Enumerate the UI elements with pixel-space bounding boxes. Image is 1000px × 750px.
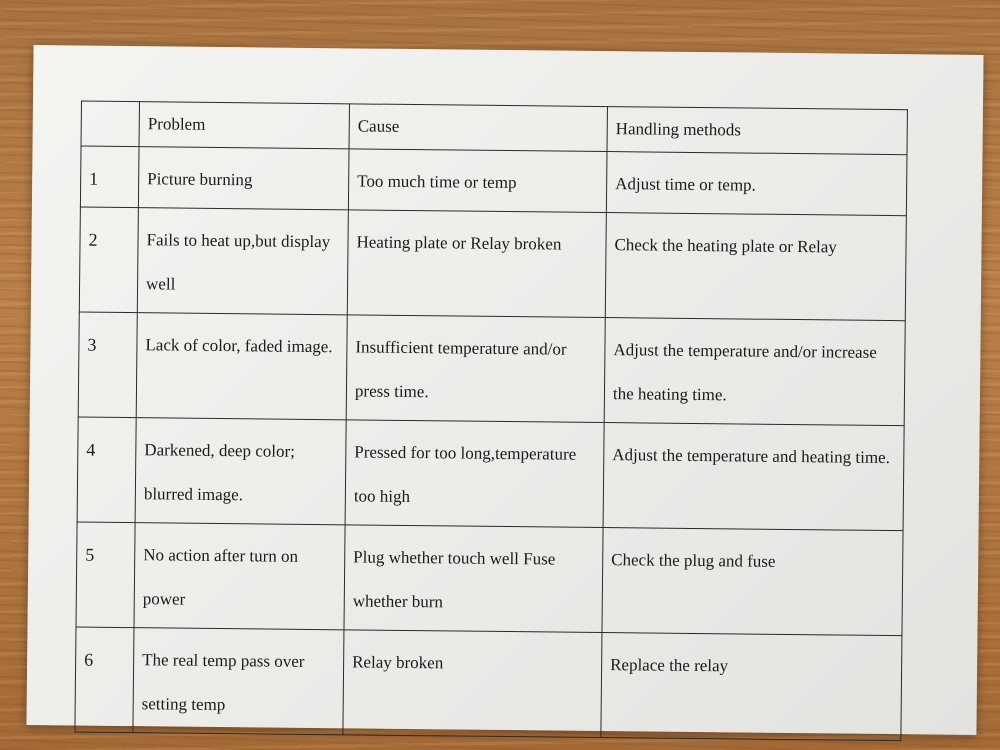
problem-cell: Picture burning [138, 147, 349, 210]
handling-cell: Adjust the temperature and heating time. [603, 423, 904, 531]
header-number [81, 101, 139, 147]
handling-cell: Check the heating plate or Relay [605, 213, 906, 321]
paper-sheet [26, 45, 983, 735]
handling-cell: Check the plug and fuse [602, 528, 903, 636]
header-cause: Cause [349, 104, 607, 152]
table-row [79, 207, 906, 321]
handling-cell: Adjust time or temp. [606, 152, 907, 216]
cause-cell: Pressed for too long,temperature too high [345, 420, 604, 528]
troubleshooting-section [74, 101, 907, 742]
problem-cell: Fails to heat up,but display well [137, 208, 348, 315]
row-number: 4 [77, 417, 136, 523]
problem-cell: Darkened, deep color; blurred image. [135, 418, 346, 525]
cause-cell: Relay broken [343, 630, 602, 738]
troubleshooting-table [74, 101, 908, 742]
table-row [78, 312, 905, 426]
problem-cell: Lack of color, faded image. [136, 313, 347, 420]
cause-cell: Plug whether touch well Fuse whether burn [344, 525, 603, 633]
table-row [80, 146, 907, 216]
row-number: 2 [79, 207, 138, 313]
cause-cell: Heating plate or Relay broken [347, 210, 606, 318]
problem-cell: No action after turn on power [134, 523, 345, 630]
problem-cell: The real temp pass over setting temp [133, 628, 344, 735]
table-row [76, 522, 903, 636]
row-number: 6 [75, 627, 134, 733]
cause-cell: Insufficient temperature and/or press time. [346, 315, 605, 423]
handling-cell: Replace the relay [601, 633, 902, 741]
header-problem: Problem [139, 102, 349, 149]
table-row [75, 627, 902, 741]
row-number: 3 [78, 312, 137, 418]
handling-cell: Adjust the temperature and/or increase the heating time. [604, 318, 905, 426]
row-number: 1 [80, 146, 139, 208]
cause-cell: Too much time or temp [348, 149, 607, 213]
table-row [77, 417, 904, 531]
row-number: 5 [76, 522, 135, 628]
header-handling: Handling methods [607, 107, 907, 155]
